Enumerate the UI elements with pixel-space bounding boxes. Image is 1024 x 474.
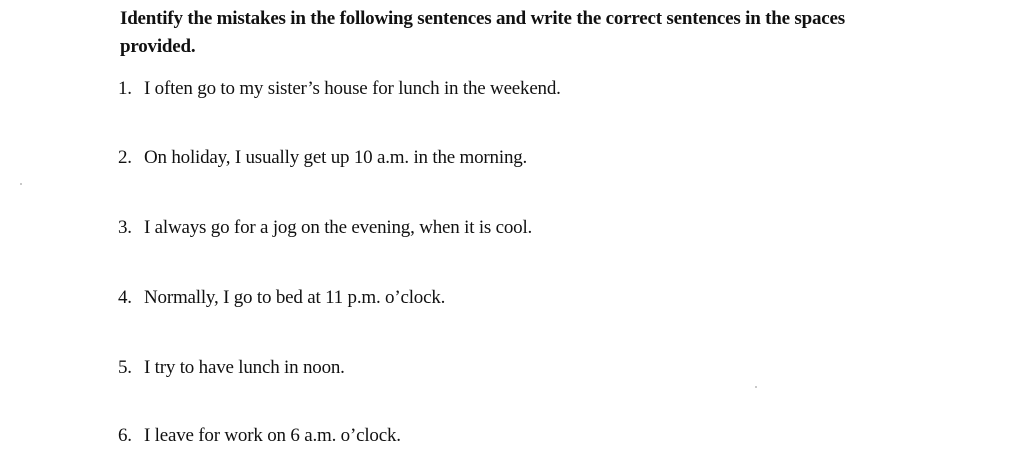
item-sentence: I always go for a jog on the evening, when it is cool. (144, 217, 533, 238)
item-sentence: Normally, I go to bed at 11 p.m. o’clock. (144, 287, 446, 308)
item-number: 2. (118, 147, 132, 168)
item-number: 6. (118, 425, 132, 446)
item-number: 5. (118, 357, 132, 378)
scan-speck (20, 183, 22, 185)
item-number: 4. (118, 287, 132, 308)
instruction-text: Identify the mistakes in the following sentences and write the correct sentences in the spaces provided. (120, 8, 845, 57)
list-item (118, 423, 938, 449)
list-item (118, 355, 938, 381)
item-sentence: I leave for work on 6 a.m. o’clock. (144, 425, 401, 446)
item-number: 1. (118, 78, 132, 99)
list-item (118, 145, 938, 171)
item-sentence: I try to have lunch in noon. (144, 357, 345, 378)
list-item (118, 285, 938, 311)
item-number: 3. (118, 217, 132, 238)
scan-speck (755, 386, 757, 388)
list-item (118, 215, 938, 241)
list-item (118, 76, 938, 102)
item-sentence: On holiday, I usually get up 10 a.m. in the morning. (144, 147, 528, 168)
item-sentence: I often go to my sister’s house for lunch in the weekend. (144, 78, 561, 99)
